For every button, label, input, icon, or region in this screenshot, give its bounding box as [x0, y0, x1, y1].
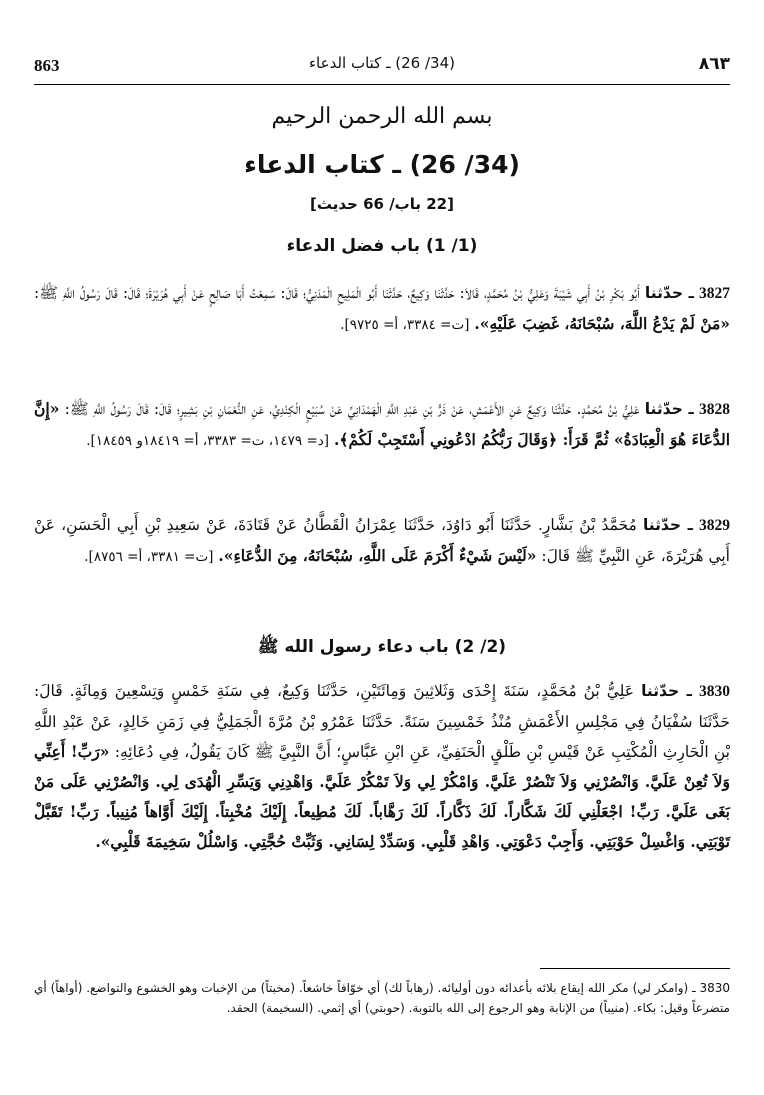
hadith-lead: ـ حدّثنا [642, 516, 693, 534]
hadith-text: مُحَمَّدُ بْنُ بَشَّارٍ. حَدَّثَنَا أَبُو دَاوُدَ، حَدَّثَنَا عِمْرَانُ الْقَطَّانُ عَنْ قَتَادَةَ، عَنْ سَعِيدِ بْنِ أَبِي الْحَسَنِ، عَنْ أَبِي هُرَيْرَةَ، عَنِ النَّبِيِّ ﷺ قَالَ: [34, 516, 730, 565]
footnote-divider [540, 968, 730, 969]
hadith-text: عَلِيُّ بْنُ مُحَمَّدٍ، سَنَةَ إِحْدَى وَثَلاثِينَ وَمِائَتَيْنِ، حَدَّثَنَا وَكِيعٌ، فِي سَنَةِ خَمْسٍ وَتِسْعِينَ وَمِائَةٍ. قَالَ: حَدَّثَنَا سُفْيَانُ فِي مَجْلِسِ الأَعْمَشِ مُنْذُ خَمْسِينَ سَنَةً. حَدَّثَنَا عَمْرُو بْنُ مُرَّةَ الْجَمَلِيُّ فِي زَمَنِ خَالِدٍ، عَنْ عَبْدِ اللَّهِ بْنِ الْحَارِثِ الْمُكْتِبِ عَنْ قَيْسِ بْنِ طَلْقٍ الْحَنَفِيِّ، عَنِ ابْنِ عَبَّاسٍ؛ أَنَّ النَّبِيَّ ﷺ كَانَ يَقُولُ، فِي دُعَائِهِ: [34, 682, 730, 761]
running-header [34, 50, 730, 85]
hadith-lead: ـ حدّثنا [644, 400, 694, 418]
hadith-number: 3828 [698, 401, 730, 418]
chapter-title: (2/ 2) باب دعاء رسول الله ﷺ [257, 637, 507, 657]
hadith-number: 3829 [699, 517, 731, 534]
hadith-quote: «إِنَّ الدُّعَاءَ هُوَ الْعِبَادَةُ» ثُمَّ قَرَأَ: ﴿وَقَالَ رَبُّكُمُ ادْعُونِي أَسْتَجِبْ لَكُمْ﴾. [34, 399, 730, 449]
hadith-quote: «مَنْ لَمْ يَدْعُ اللَّهَ، سُبْحَانَهُ، غَضِبَ عَلَيْهِ». [474, 314, 730, 333]
hadith-reference: [ت= ٣٣٨٤، أ= ٩٧٢٥]. [340, 317, 470, 333]
hadith-lead: ـ حدّثنا [641, 682, 692, 700]
hadith-reference: [ت= ٣٣٨١، أ= ٨٧٥٦]. [84, 549, 214, 565]
hadith-number: 3827 [698, 285, 730, 302]
running-title: (34/ 26) ـ كتاب الدعاء [309, 54, 455, 72]
book-title: (34/ 26) ـ كتاب الدعاء [244, 150, 520, 179]
footnote: 3830 ـ (وامكر لي) مكر الله إيقاع بلائه بأعدائه دون أوليائه. (رهاباً لك) أي خوّافاً خاشعاً. (مخبتاً) من الإخبات وهو الخشوع والتواضع. (أواهاً) أي متضرعاً وقيل: بكاء. (منيباً) من الإنابة وهو الرجوع إلى الله بالتوبة. (حوبتي) أي إثمي. (السخيمة) الحقد. [34, 981, 730, 1015]
book-count: [22 باب/ 66 حديث] [310, 195, 454, 213]
hadith [34, 394, 730, 456]
hadith [34, 676, 730, 857]
hadith-number: 3830 [698, 683, 730, 700]
hadith-reference: [د= ١٤٧٩، ت= ٣٣٨٣، أ= ١٨٤١٩و ١٨٤٥٩]. [86, 433, 330, 449]
hadith-lead: ـ حدّثنا [644, 284, 694, 302]
hadith-text: عَلِيُّ بْنُ مُحَمَّدٍ. حَدَّثَنَا وَكِيعٌ عَنِ الأَعْمَشِ، عَنْ ذَرٍّ بْنِ عَبْدِ اللَّهِ الْهَمْدَانِيِّ عَنْ سُبَيْعٍ الْكِنْدِيِّ، عَنِ النُّعْمَانِ بْنِ بَشِيرٍ؛ قَالَ: قَالَ رَسُولُ اللَّهِ ﷺ: [64, 400, 640, 418]
hadith-quote: «رَبِّ! أَعِنِّي وَلاَ تُعِنْ عَلَيَّ. وَانْصُرْنِي وَلاَ تَنْصُرْ عَلَيَّ. وَامْكُرْ لِي وَلاَ تَمْكُرْ عَلَيَّ. وَاهْدِنِي وَيَسِّرِ الْهُدَى لِي. وَانْصُرْنِي عَلَى مَنْ بَغَى عَلَيَّ. رَبِّ! اجْعَلْنِي لَكَ شَكَّاراً. لَكَ ذَكَّاراً. لَكَ رَهَّاباً. لَكَ مُطِيعاً. إِلَيْكَ مُخْبِتاً. إِلَيْكَ أَوَّاهاً مُنِيباً. رَبِّ! تَقَبَّلْ تَوْبَتِي. وَاغْسِلْ حَوْبَتِي. وَأَجِبْ دَعْوَتِي. وَاهْدِ قَلْبِي. وَسَدِّدْ لِسَانِي. وَثَبِّتْ حُجَّتِي. وَاسْلُلْ سَخِيمَةَ قَلْبِي». [34, 742, 730, 851]
hadith [34, 278, 730, 340]
hadith [34, 510, 730, 572]
basmala: بسم الله الرحمن الرحيم [271, 104, 493, 129]
chapter-title: (1/ 1) باب فضل الدعاء [286, 236, 478, 256]
page-number-arabic: ٨٦٣ [698, 54, 730, 74]
hadith-text: أَبُو بَكْرِ بْنُ أَبِي شَيْبَةَ وَعَلِيُّ بْنُ مُحَمَّدٍ، قَالاَ: حَدَّثَنَا وَكِيعٌ، حَدَّثَنَا أَبُو الْمَلِيحِ الْمَدَنِيُّ؛ قَالَ: سَمِعْتُ أَبَا صَالِحٍ عَنْ أَبِي هُرَيْرَةَ؛ قَالَ: قَالَ رَسُولُ اللَّهِ ﷺ: [34, 284, 640, 302]
hadith-quote: «لَيْسَ شَيْءٌ أَكْرَمَ عَلَى اللَّهِ، سُبْحَانَهُ، مِنَ الدُّعَاءِ». [218, 546, 537, 565]
page-number-latin: 863 [34, 56, 60, 75]
